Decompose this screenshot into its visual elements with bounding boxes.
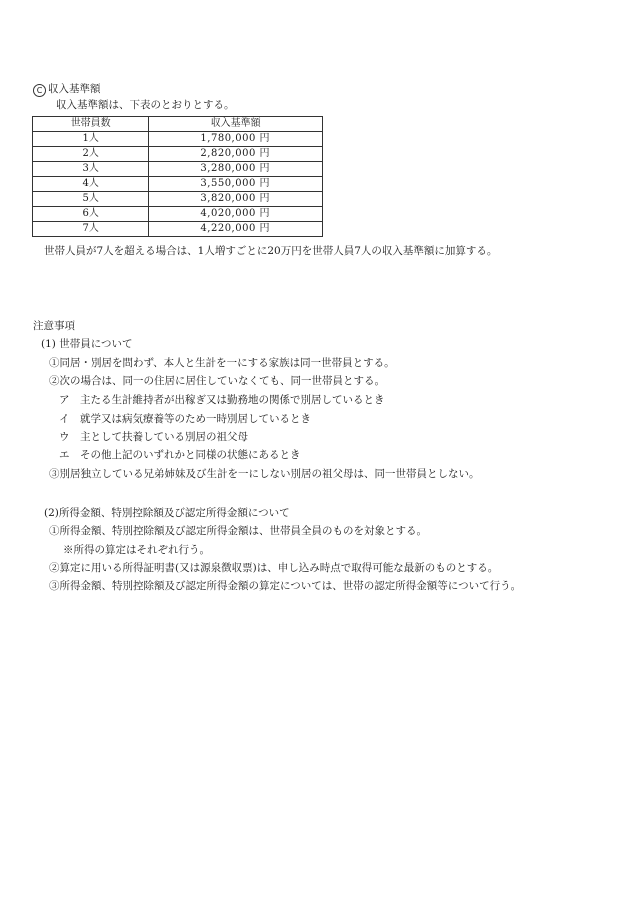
members-cell: 3人 [33,162,149,177]
amount-cell: 3,280,000 円 [149,162,323,177]
notes-sub1-subitem-u: ウ 主として扶養している別居の祖父母 [59,431,248,443]
notes-sub2-item1-note: ※所得の算定はそれぞれ行う。 [63,544,210,556]
amount-cell: 1,780,000 円 [149,132,323,147]
over-seven-note: 世帯人員が7人を超える場合は、1人増すごとに20万円を世帯人員7人の収入基準額に加算する。 [44,245,498,257]
notes-sub1-item1: ①同居・別居を問わず、本人と生計を一にする家族は同一世帯員とする。 [49,357,395,369]
notes-title: 注意事項 [33,320,75,332]
notes-sub2-item3: ③所得金額、特別控除額及び認定所得金額の算定については、世帯の認定所得金額等について行う。 [49,580,522,592]
table-row [33,162,323,177]
amount-cell: 3,820,000 円 [149,192,323,207]
notes-sub1-heading: (1) 世帯員について [41,338,133,350]
amount-cell: 3,550,000 円 [149,177,323,192]
section-c-title: 収入基準額 [48,83,101,95]
income-standard-table [32,116,323,237]
table-row [33,132,323,147]
table-row [33,147,323,162]
members-cell: 1人 [33,132,149,147]
header-amount: 収入基準額 [149,117,323,132]
members-cell: 4人 [33,177,149,192]
members-cell: 2人 [33,147,149,162]
members-cell: 7人 [33,222,149,237]
amount-cell: 2,820,000 円 [149,147,323,162]
notes-sub1-item3: ③別居独立している兄弟姉妹及び生計を一にしない別居の祖父母は、同一世帯員としない。 [49,468,480,480]
notes-sub1-item2: ②次の場合は、同一の住居に居住していなくても、同一世帯員とする。 [49,375,385,387]
notes-sub1-subitem-e: エ その他上記のいずれかと同様の状態にあるとき [59,449,301,461]
table-row [33,207,323,222]
notes-sub1-subitem-a: ア 主たる生計維持者が出稼ぎ又は勤務地の関係で別居しているとき [59,394,385,406]
table-row [33,192,323,207]
section-c-heading [33,83,101,97]
notes-sub2-heading: (2)所得金額、特別控除額及び認定所得金額について [44,507,290,519]
members-cell: 6人 [33,207,149,222]
amount-cell: 4,020,000 円 [149,207,323,222]
notes-sub2-item2: ②算定に用いる所得証明書(又は源泉徴収票)は、申し込み時点で取得可能な最新のものとする。 [49,562,499,574]
amount-cell: 4,220,000 円 [149,222,323,237]
section-c-intro: 収入基準額は、下表のとおりとする。 [56,99,235,111]
table-header-row [33,117,323,132]
notes-sub1-subitem-i: イ 就学又は病気療養等のため一時別居しているとき [59,413,311,425]
header-members: 世帯員数 [33,117,149,132]
table-row [33,177,323,192]
notes-sub2-item1: ①所得金額、特別控除額及び認定所得金額は、世帯員全員のものを対象とする。 [49,525,427,537]
table-row [33,222,323,237]
circled-c-marker: C [33,84,46,97]
members-cell: 5人 [33,192,149,207]
